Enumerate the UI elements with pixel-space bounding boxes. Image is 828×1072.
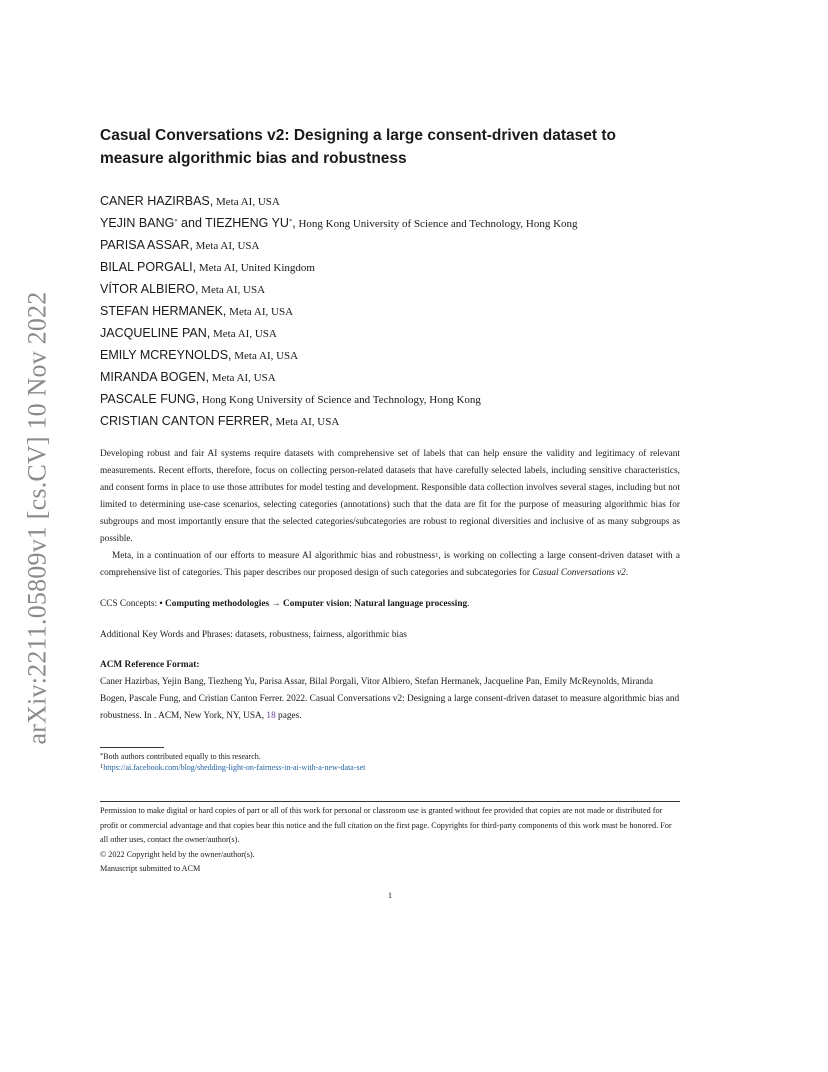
page-count-link[interactable]: 18 <box>266 711 276 721</box>
footnote-rule <box>100 747 164 748</box>
author-name: MIRANDA BOGEN, <box>100 370 210 384</box>
author-line <box>100 190 680 212</box>
author-name: CRISTIAN CANTON FERRER, <box>100 414 273 428</box>
ccs-concept: Computing methodologies <box>165 599 270 609</box>
abstract-text: . <box>625 568 629 578</box>
author-affiliation: Meta AI, United Kingdom <box>196 262 315 274</box>
acm-reference <box>100 657 680 725</box>
author-affiliation: Meta AI, USA <box>213 196 280 208</box>
manuscript-line: Manuscript submitted to ACM <box>100 864 201 873</box>
author-line <box>100 344 680 366</box>
footnote <box>100 751 680 762</box>
permission-text: Permission to make digital or hard copies of part or all of this work for personal or classroom use is granted without fee provided that copies are not made or distributed for profit or commercial advantage and that copies bear this notice and the full citation on the first page. Copyrights for third-party components of this work must be honored. For all other uses, contact the owner/author(s). <box>100 806 672 844</box>
ccs-concept: Computer vision <box>283 599 350 609</box>
paper-title: Casual Conversations v2: Designing a large consent-driven dataset to measure algorithmic bias and robustness <box>100 127 616 167</box>
author-line <box>100 388 680 410</box>
author-name: PARISA ASSAR, <box>100 238 193 252</box>
ccs-separator: ; <box>349 599 355 609</box>
footnote <box>100 762 680 773</box>
arxiv-identifier-text: arXiv:2211.05809v1 [cs.CV] 10 Nov 2022 <box>22 291 51 745</box>
permission-notice <box>100 804 680 877</box>
equal-contribution-mark: * <box>174 218 178 225</box>
author-name: PASCALE FUNG, <box>100 392 200 406</box>
paper-content <box>100 124 680 877</box>
author-line <box>100 322 680 344</box>
author-name: STEFAN HERMANEK, <box>100 304 227 318</box>
permission-rule <box>100 801 680 802</box>
author-name: YEJIN BANG <box>100 216 175 230</box>
author-name: VÍTOR ALBIERO, <box>100 282 199 296</box>
author-list <box>100 190 680 432</box>
footnote-ref-link[interactable]: 1 <box>435 552 439 559</box>
author-line <box>100 256 680 278</box>
footnote-url-link[interactable]: https://ai.facebook.com/blog/shedding-light-on-fairness-in-ai-with-a-new-data-set <box>103 763 366 772</box>
author-name: BILAL PORGALI, <box>100 260 197 274</box>
equal-contribution-mark: * <box>288 218 293 225</box>
acm-reference-body: Caner Hazirbas, Yejin Bang, Tiezheng Yu, Parisa Assar, Bilal Porgali, Vitor Albiero, Stefan Hermanek, Jacqueline Pan, Emily McReynolds, Miranda Bogen, Pascale Fung, and Cristian Canton Ferrer. 2022. Casual Conversations v2: Designing a large consent-driven dataset to measure algorithmic bias and robustness. In . ACM, New York, NY, USA, <box>100 677 680 721</box>
footnotes <box>100 751 680 773</box>
author-affiliation: Meta AI, USA <box>231 350 299 362</box>
arxiv-identifier-stamp <box>22 276 52 760</box>
ccs-end: . <box>467 599 470 609</box>
abstract-paragraph <box>100 548 680 582</box>
dataset-name: Casual Conversations v2 <box>532 568 626 578</box>
author-line <box>100 410 680 432</box>
abstract <box>100 446 680 582</box>
author-affiliation: Hong Kong University of Science and Technology, Hong Kong <box>199 394 481 406</box>
author-line <box>100 212 680 234</box>
abstract-text: Meta, in a continuation of our efforts to measure AI algorithmic bias and robustness <box>112 551 436 561</box>
author-line <box>100 300 680 322</box>
author-name: EMILY MCREYNOLDS, <box>100 348 232 362</box>
ccs-arrow: → <box>269 599 284 609</box>
author-affiliation: Meta AI, USA <box>272 416 340 428</box>
footnote-mark: * <box>100 752 104 759</box>
ccs-concepts <box>100 596 680 613</box>
author-line <box>100 234 680 256</box>
author-affiliation: Hong Kong University of Science and Technology, Hong Kong <box>295 218 578 230</box>
author-affiliation: Meta AI, USA <box>198 284 266 296</box>
author-affiliation: Meta AI, USA <box>226 306 294 318</box>
abstract-paragraph: Developing robust and fair AI systems require datasets with comprehensive set of labels that can help ensure the validity and legitimacy of relevant measurements. Recent efforts, therefore, focus on collecting person-related datasets that have carefully selected labels, including sensitive characteristics, and consent forms in place to use those attributes for model testing and development. Responsible data collection involves several stages, including but not limited to determining use-case scenarios, selecting categories (annotations) such that the data are fit for the purpose of measuring algorithmic bias for subgroups and most importantly ensure that the selected categories/subcategories are robust to regional diversities and inclusive of as many subgroups as possible. <box>100 449 680 544</box>
author-affiliation: Meta AI, USA <box>209 372 276 384</box>
author-line <box>100 278 680 300</box>
ccs-bullet: • <box>159 599 165 609</box>
ccs-label: CCS Concepts: <box>100 599 160 609</box>
acm-reference-heading: ACM Reference Format: <box>100 660 200 670</box>
acm-reference-text <box>100 674 680 725</box>
page-number: 1 <box>387 890 393 900</box>
footnote-mark: 1 <box>100 763 104 770</box>
copyright-line: © 2022 Copyright held by the owner/author(s). <box>100 849 255 859</box>
author-name-conjunction: and TIEZHENG YU <box>177 216 289 230</box>
ccs-concept: Natural language processing <box>354 599 468 609</box>
author-affiliation: Meta AI, USA <box>210 328 277 340</box>
author-name: CANER HAZIRBAS, <box>100 194 214 208</box>
keywords: Additional Key Words and Phrases: datasets, robustness, fairness, algorithmic bias <box>100 630 407 640</box>
author-affiliation: Meta AI, USA <box>192 240 260 252</box>
footnote-text: Both authors contributed equally to this research. <box>103 752 261 761</box>
acm-reference-body: pages. <box>275 711 302 721</box>
author-name: JACQUELINE PAN, <box>100 326 211 340</box>
author-line <box>100 366 680 388</box>
abstract-text: , is working on collecting a large consent-driven dataset with a comprehensive list of categories. This paper describes our proposed design of such categories and subcategories for <box>100 551 680 578</box>
author-name-comma: , <box>292 216 296 230</box>
